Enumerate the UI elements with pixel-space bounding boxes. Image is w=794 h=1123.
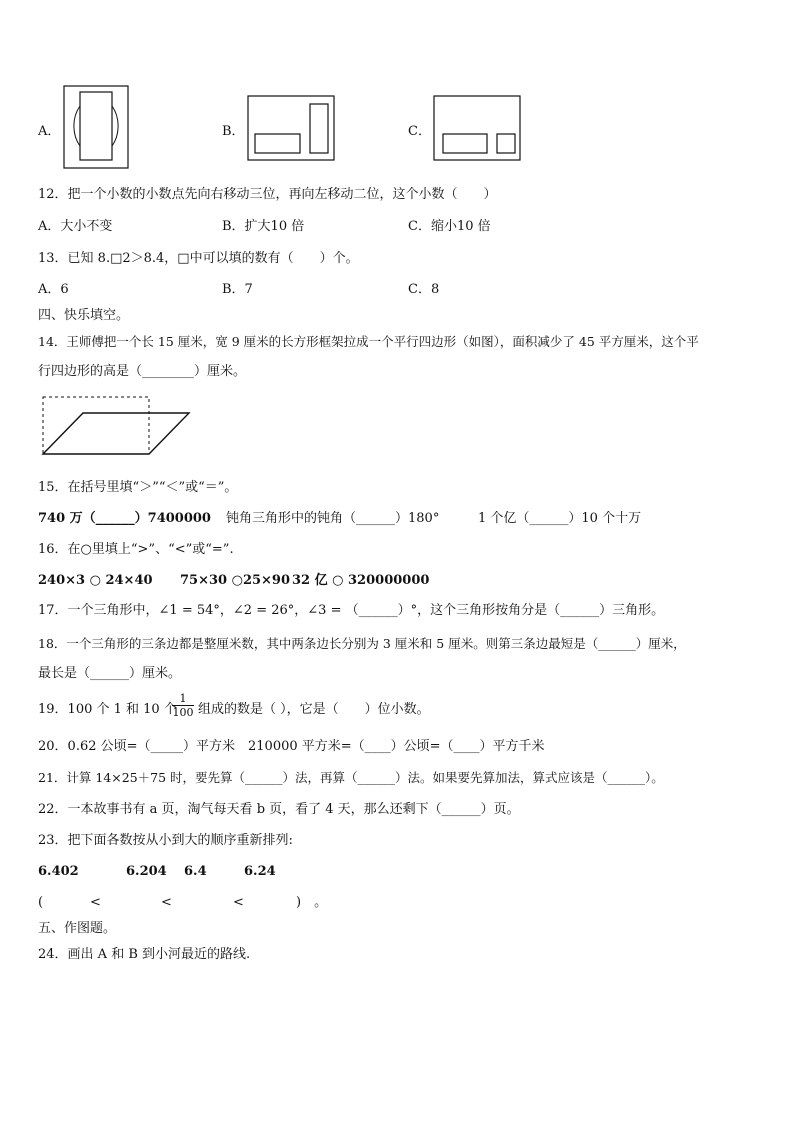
q14-line2: 行四边形的高是（________）厘米。	[38, 364, 247, 379]
q20-text: 20．0.62 公顷=（_____）平方米 210000 平方米=（____）公顷=（____）平方千米	[38, 739, 545, 754]
q11-option-c-label: C．	[408, 124, 431, 139]
q13-option-c: C．8	[408, 282, 440, 297]
q12-text: 12．把一个小数的小数点先向右移动三位，再向左移动二位，这个小数（ ）	[38, 187, 497, 202]
q11-option-b-figure	[246, 94, 336, 162]
q23-less-than-2: <	[161, 895, 172, 910]
q13-option-a: A．6	[38, 282, 69, 297]
q15-item3: 1 个亿（______）10 个十万	[478, 511, 642, 526]
q24-text: 24．画出 A 和 B 到小河最近的路线.	[38, 947, 251, 962]
q18-line2: 最长是（______）厘米。	[38, 666, 182, 681]
q17-text: 17．一个三角形中，∠1 = 54°，∠2 = 26°，∠3 = （______）°，这个三角形按角分是（______）三角形。	[38, 603, 665, 618]
q22-text: 22．一本故事书有 a 页，淘气每天看 b 页，看了 4 天，那么还剩下（______）页。	[38, 802, 520, 817]
q15-item2: 钝角三角形中的钝角（______）180°	[226, 511, 440, 526]
q13-text: 13．已知 8.□2＞8.4，□中可以填的数有（ ）个。	[38, 251, 359, 266]
q23-text: 23．把下面各数按从小到大的顺序重新排列:	[38, 833, 293, 848]
q23-less-than-1: <	[90, 895, 101, 910]
q11-option-b-label: B．	[222, 124, 245, 139]
q14-parallelogram-figure	[40, 395, 192, 459]
q23-number-3: 6.4	[184, 864, 207, 879]
q21-text: 21．计算 14×25＋75 时，要先算（______）法，再算（______）法。如果要先算加法，算式应该是（______）。	[38, 770, 664, 785]
q16-item3: 32 亿 ○ 320000000	[292, 573, 430, 588]
section4-title: 四、快乐填空。	[38, 308, 130, 323]
q16-text: 16．在○里填上“>”、“<”或“=”.	[38, 542, 234, 557]
q11-option-a-figure	[62, 84, 130, 170]
q12-option-a: A．大小不变	[38, 219, 113, 234]
q13-option-b: B．7	[222, 282, 253, 297]
q12-option-b: B．扩大10 倍	[222, 219, 305, 234]
q23-paren-open: (	[38, 895, 44, 910]
q15-text: 15．在括号里填“＞”“＜”或“＝”。	[38, 480, 238, 495]
q16-item2: 75×30 ○25×90	[180, 573, 291, 588]
q19-text-before: 19．100 个 1 和 10 个	[38, 702, 177, 717]
q19-fraction-denominator: 100	[172, 706, 194, 719]
q11-option-a-label: A．	[38, 124, 61, 139]
q23-number-4: 6.24	[244, 864, 276, 879]
q12-option-c: C．缩小10 倍	[408, 219, 491, 234]
q11-option-c-figure	[432, 94, 522, 162]
q18-line1: 18．一个三角形的三条边都是整厘米数，其中两条边长分别为 3 厘米和 5 厘米。则第三条边最短是（______）厘米，	[38, 636, 686, 651]
q16-item1: 240×3 ○ 24×40	[38, 573, 153, 588]
section5-title: 五、作图题。	[38, 921, 117, 936]
q19-fraction	[172, 693, 194, 718]
q15-item1: 740 万（______）7400000	[38, 511, 211, 526]
q19-fraction-numerator: 1	[172, 693, 194, 706]
q14-line1: 14．王师傅把一个长 15 厘米，宽 9 厘米的长方形框架拉成一个平行四边形（如图），面积减少了 45 平方厘米，这个平	[38, 334, 699, 349]
q23-number-2: 6.204	[126, 864, 167, 879]
q19-text-after: 组成的数是（ ），它是（ ）位小数。	[198, 702, 430, 717]
q23-paren-close: ) 。	[296, 895, 328, 910]
q23-less-than-3: <	[233, 895, 244, 910]
q23-number-1: 6.402	[38, 864, 79, 879]
